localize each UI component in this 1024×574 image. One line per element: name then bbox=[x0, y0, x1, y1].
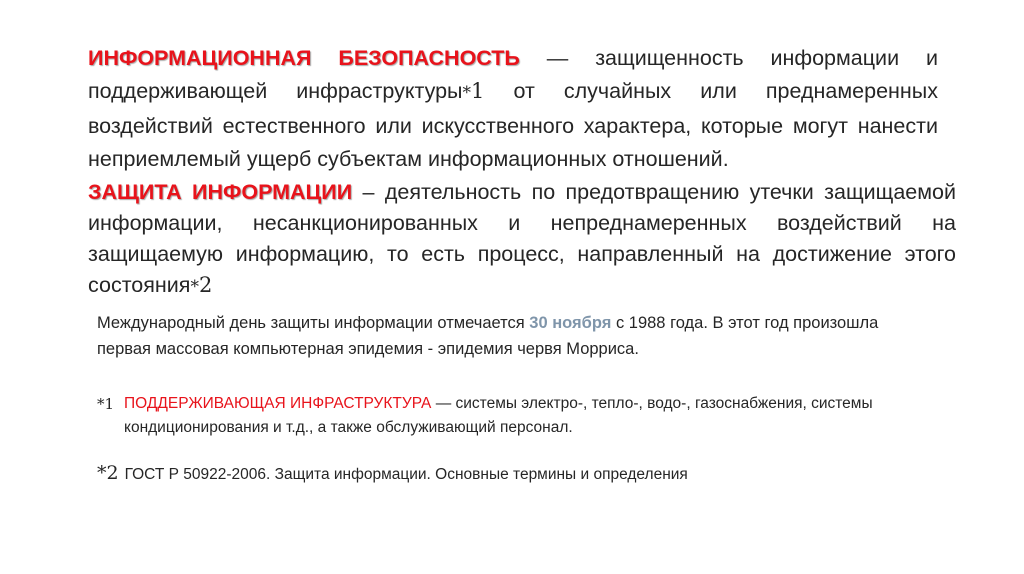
definition-information-security bbox=[88, 42, 938, 176]
footnote-2-mark: *2 bbox=[97, 462, 119, 484]
footnote-mark-symbol: * bbox=[190, 277, 199, 297]
footnote-1 bbox=[97, 392, 957, 440]
footnote-1-body bbox=[124, 392, 957, 440]
footnote-1-mark: *1 bbox=[97, 395, 115, 413]
footnote-1-term: ПОДДЕРЖИВАЮЩАЯ ИНФРАСТРУКТУРА bbox=[124, 395, 432, 412]
footnote-2-text: ГОСТ Р 50922-2006. Защита информации. Основные термины и определения bbox=[124, 466, 688, 483]
footnote-mark-symbol: * bbox=[462, 83, 471, 103]
footnote-1-text: — системы электро-, тепло-, водо-, газоснабжения, системы кондиционирования и т.д., а также обслуживающий персонал. bbox=[124, 395, 873, 436]
fact-text-part: Международный день защиты информации отмечается bbox=[97, 314, 530, 332]
footnote-2 bbox=[97, 461, 957, 487]
footnote-mark-number: 2 bbox=[198, 273, 213, 297]
footnote-mark-2 bbox=[190, 273, 213, 297]
footnote-mark-1 bbox=[462, 79, 485, 103]
term-information-security: ИНФОРМАЦИОННАЯ БЕЗОПАСНОСТЬ bbox=[88, 46, 520, 70]
definition-text-part: — защищенность информации и поддерживающей инфраструктуры bbox=[88, 46, 938, 103]
fact-text-part: с 1988 года. В этот год произошла первая массовая компьютерная эпидемия - эпидемия червя Морриса. bbox=[97, 314, 879, 358]
highlighted-date: 30 ноября bbox=[529, 314, 612, 332]
term-information-protection: ЗАЩИТА ИНФОРМАЦИИ bbox=[88, 180, 353, 204]
footnote-mark-number: 1 bbox=[471, 79, 485, 103]
definition-text: – деятельность по предотвращению утечки защищаемой информации, несанкционированных и непреднамеренных воздействий на защищаемую информацию, то есть процесс, направленный на достижение этого состояния bbox=[88, 180, 957, 297]
definition-information-protection bbox=[88, 177, 956, 303]
definition-text-part: от случайных или преднамеренных воздействий естественного или искусственного характера, которые могут нанести неприемлемый ущерб субъектам информационных отношений. bbox=[88, 79, 938, 171]
fact-paragraph bbox=[97, 310, 917, 362]
